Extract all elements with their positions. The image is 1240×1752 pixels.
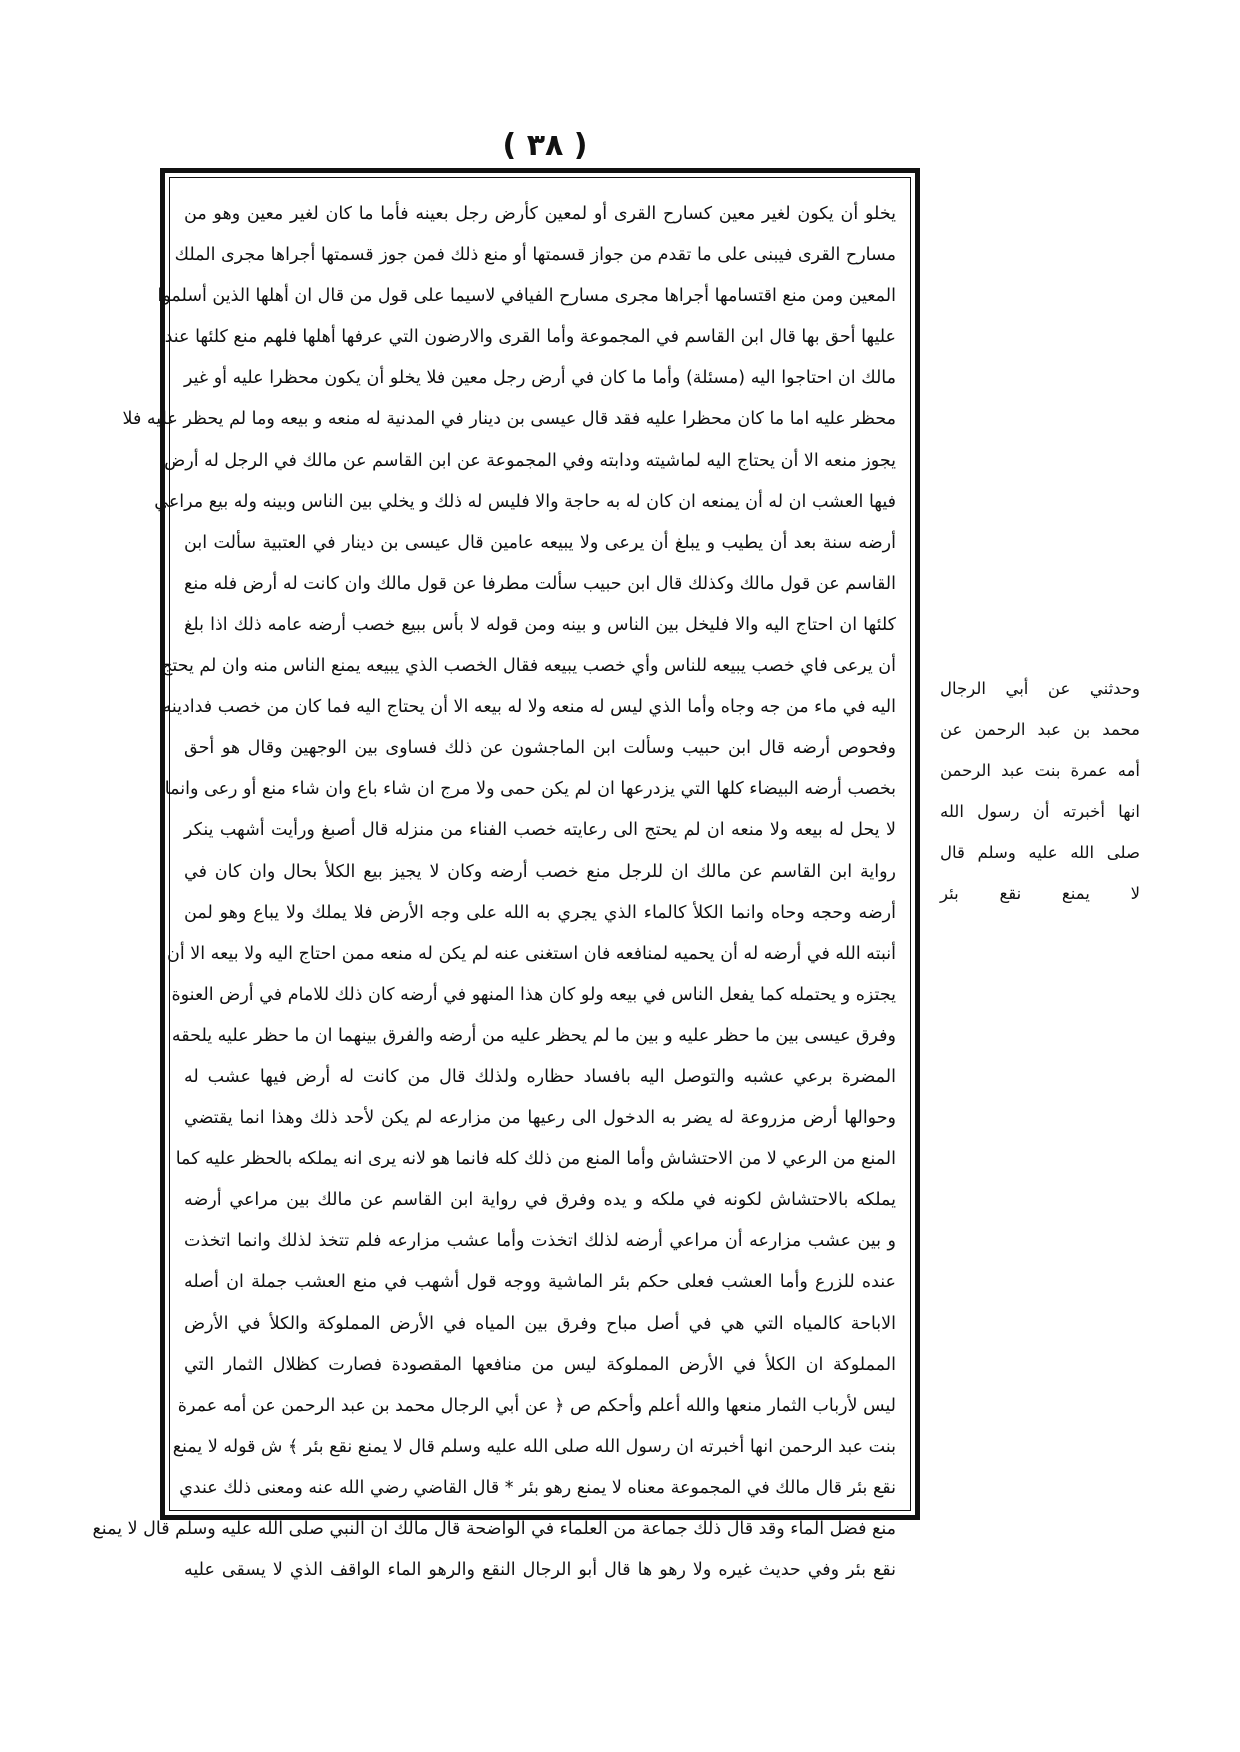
text-line: كلئها ان احتاج اليه والا فليخل بين الناس و بينه ومن قوله لا بأس ببيع خصب أرضه عامه ذلك اذا بلغ	[184, 614, 896, 635]
text-line: الاباحة كالمياه التي هي في أصل مباح وفرق بين المياه في الأرض المملوكة والكلأ في الأرض	[184, 1313, 896, 1334]
text-line: يخلو أن يكون لغير معين كسارح القرى أو لمعين كأرض رجل بعينه فأما ما كان لغير معين وهو من	[184, 204, 896, 224]
text-line: مسارح القرى فيبنى على ما تقدم من جواز قسمتها أو منع ذلك فمن جوز قسمتها أجراها مجرى الملك	[174, 245, 896, 266]
text-line: اليه في ماء من جه وجاه وأما الذي ليس له منعه ولا له بيعه الا أن يحتاج اليه فما كان من خصب فدادينه	[162, 697, 896, 718]
text-line: أنبته الله في أرضه له أن يحميه لمنافعه فان استغنى عنه لم يكن له منعه ممن احتاج اليه ولا بيعه الا أن	[166, 943, 896, 964]
text-line: وفحوص أرضه قال ابن حبيب وسألت ابن الماجشون عن ذلك فساوى بين الوجهين وقال هو أحق	[184, 738, 896, 759]
margin-note-line: انها أخبرته أن رسول الله	[940, 802, 1140, 821]
text-line: منع فضل الماء وقد قال ذلك جماعة من العلماء في الواضحة قال مالك ان النبي صلى الله عليه وسلم قال لا يمنع	[92, 1519, 896, 1539]
margin-note-line: صلى الله عليه وسلم قال	[940, 843, 1140, 862]
main-text-frame-inner	[92, 177, 911, 1581]
text-line: بخصب أرضه البيضاء كلها التي يزدرعها ان لم يكن حمى ولا مرج ان شاء باع وان شاء منع أو رعى وانما	[164, 779, 896, 800]
text-line: و بين عشب مزارعه أن مراعي أرضه لذلك اتخذت وأما عشب مزارعه فلم تتخذ لذلك وانما اتخذت	[184, 1231, 896, 1252]
text-line: أرضه وحجه وحاه وانما الكلأ كالماء الذي يجري به الله على وجه الأرض فلا يملك ولا يباع وهو لمن	[184, 902, 896, 923]
text-line: ليس لأرباب الثمار منعها والله أعلم وأحكم ص ﴿ عن أبي الرجال محمد بن عبد الرحمن عن أمه عمرة	[177, 1395, 896, 1416]
main-text-body	[92, 194, 896, 1591]
text-line: فيها العشب ان له أن يمنعه ان كان له به حاجة والا فليس له ذلك و يخلي بين الناس وبينه وله بيع مراعي	[154, 491, 896, 512]
text-line: يجوز منعه الا أن يحتاج اليه لماشيته ودابته وفي المجموعة عن ابن القاسم عن مالك في الرجل له أرض	[164, 450, 896, 471]
text-line: المنع من الرعي لا من الاحتشاش وأما المنع من ذلك كله فانما هو لانه يرى انه يملكه بالحظر عليه كما	[175, 1149, 896, 1170]
text-line: المملوكة ان الكلأ في الأرض المملوكة ليس من منافعها المقصودة فصارت كظلال الثمار التي	[184, 1354, 896, 1375]
main-text-frame	[92, 168, 920, 1581]
text-line: وحوالها أرض مزروعة له يضر به الدخول الى رعيها من مزارعه لم يكن لأحد ذلك وهذا انما يقتضي	[184, 1108, 896, 1129]
text-line: محظر عليه اما ما كان محظرا عليه فقد قال عيسى بن دينار في المدنية له منعه و بيعه وما لم يحظر عليه فلا	[122, 409, 896, 430]
text-line: عليها أحق بها قال ابن القاسم في المجموعة وأما القرى والارضون التي عرفها أهلها فلهم منع كلئها عند	[164, 327, 896, 348]
text-line: القاسم عن قول مالك وكذلك قال ابن حبيب سألت مطرفا عن قول مالك وان كانت له أرض فله منع	[184, 573, 896, 594]
text-line: المعين ومن منع اقتسامها أجراها مجرى مسارح الفيافي لاسيما على قول من قال ان أهلها الذين أسلموا	[157, 286, 896, 307]
text-line: نقع بئر وفي حديث غيره ولا رهو ها قال أبو الرجال النقع والرهو الماء الواقف الذي لا يسقى عليه	[184, 1560, 896, 1581]
text-line: أرضه سنة بعد أن يطيب و يبلغ أن يرعى ولا يبيعه عامين قال عيسى بن دينار في العتبية سألت ابن	[184, 532, 896, 553]
margin-note-line: لا يمنع نقع بئر	[940, 884, 1140, 903]
text-line: لا يحل له بيعه ولا منعه ان لم يحتج الى رعايته خصب الفناء من منزله قال أصبغ ورأيت أشهب ينكر	[184, 820, 896, 841]
margin-note-line: أمه عمرة بنت عبد الرحمن	[940, 761, 1140, 780]
text-line: يجتزه و يحتمله كما يفعل الناس في بيعه ولو كان هذا المنهو في أرضه كان ذلك للامام في أرض العنوة	[171, 984, 896, 1005]
text-line: المضرة برعي عشبه والتوصل اليه بافساد حظاره ولذلك قال من كانت له أرض فيها عشب له	[184, 1066, 896, 1087]
text-line: يملكه بالاحتشاش لكونه في ملكه و يده وفرق في رواية ابن القاسم عن مالك بين مراعي أرضه	[184, 1190, 896, 1211]
text-line: بنت عبد الرحمن انها أخبرته ان رسول الله صلى الله عليه وسلم قال لا يمنع نقع بئر ﴾ ش قوله لا يمنع	[172, 1436, 896, 1457]
text-line: نقع بئر قال مالك في المجموعة معناه لا يمنع رهو بئر * قال القاضي رضي الله عنه ومعنى ذلك عندي	[179, 1477, 896, 1498]
margin-note-line: وحدثني عن أبي الرجال	[940, 679, 1140, 698]
margin-note-hadith	[940, 668, 1140, 914]
text-line: عنده للزرع وأما العشب فعلى حكم بئر الماشية ووجه قول أشهب في منع العشب جملة ان أصله	[184, 1272, 896, 1293]
text-line: مالك ان احتاجوا اليه (مسئلة) وأما ما كان في أرض رجل معين فلا يخلو أن يكون محظرا عليه أو غير	[184, 368, 896, 389]
page-number: ( ٣٨ )	[502, 128, 588, 163]
text-line: أن يرعى فاي خصب يبيعه للناس وأي خصب يبيعه فقال الخصب الذي يبيعه يمنع الناس منه وان لم يحتج	[161, 656, 896, 677]
text-line: رواية ابن القاسم عن مالك ان للرجل منع خصب أرضه وكان لا يجيز بيع الكلأ بحال وان كان في	[184, 861, 896, 882]
margin-note-line: محمد بن عبد الرحمن عن	[940, 720, 1140, 739]
text-line: وفرق عيسى بين ما حظر عليه و بين ما لم يحظر عليه من أرضه والفرق بينهما ان ما حظر عليه يلحقه	[171, 1025, 896, 1046]
